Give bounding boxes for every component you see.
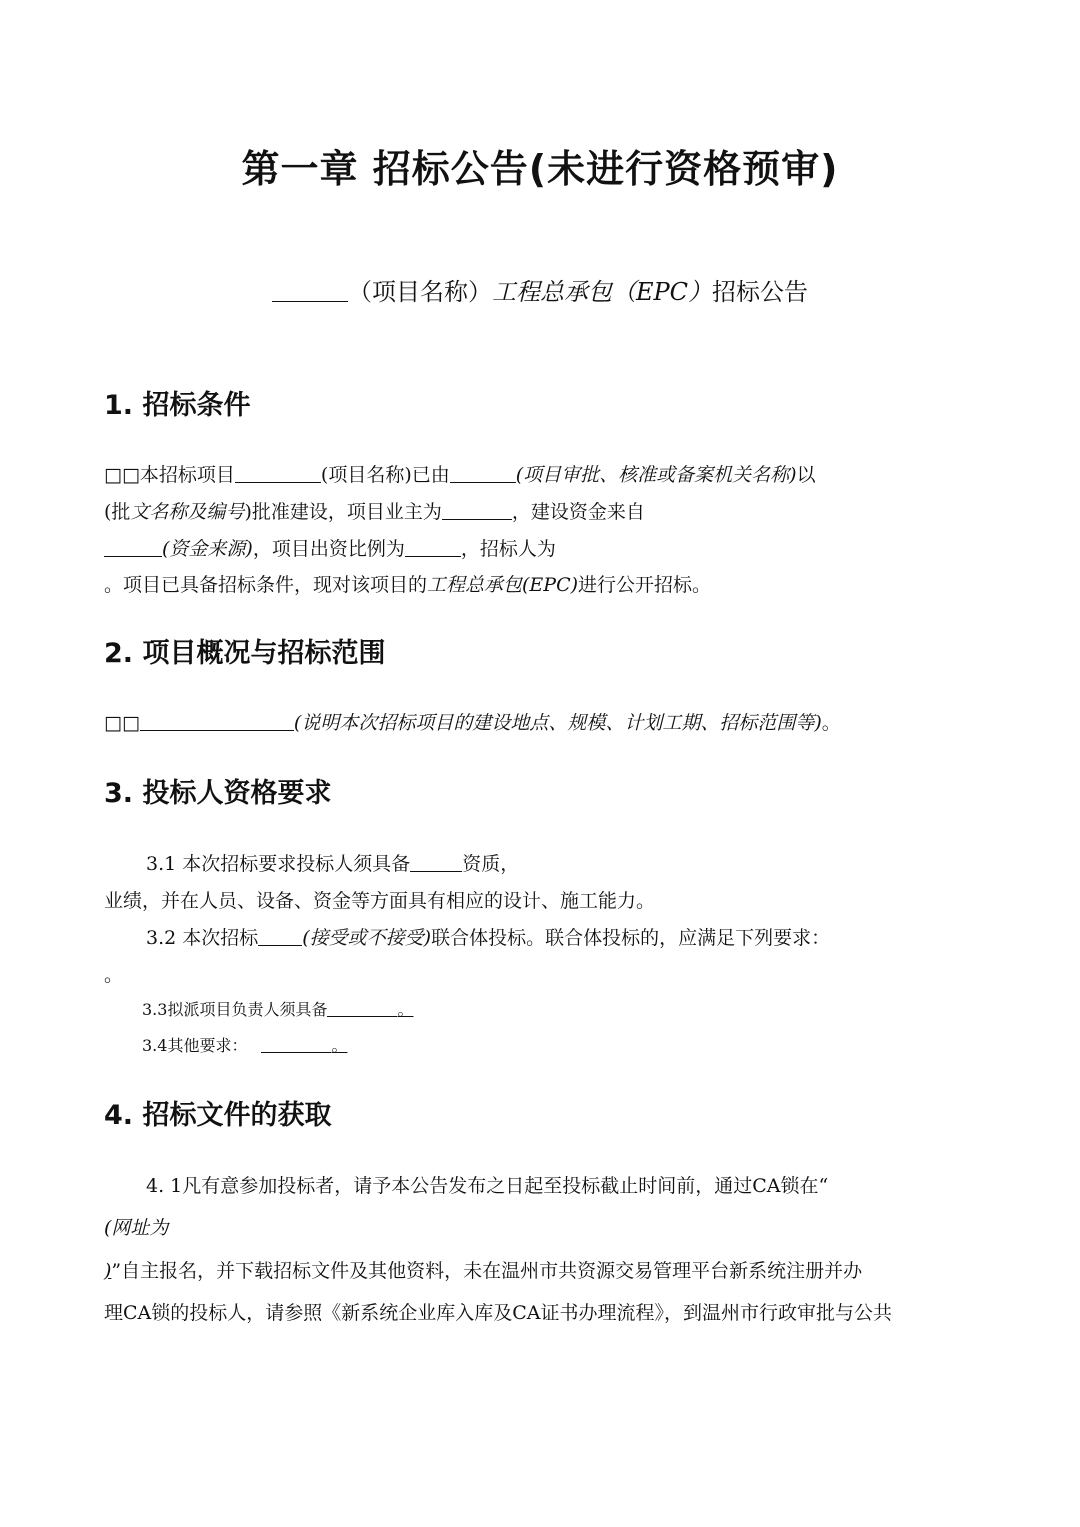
section-3-2-line-b: 。 <box>104 964 124 986</box>
section-3-heading: 3. 投标人资格要求 <box>104 778 332 809</box>
section-3-2-line: 3.2 本次招标 (接受或不接受)联合体投标。联合体投标的，应满足下列要求： <box>146 927 831 949</box>
blank-project-name <box>272 277 348 302</box>
section-4-1-line-b: (网址为 <box>104 1217 169 1239</box>
section-3-4-line: 3.4其他要求： 。 <box>142 1036 348 1055</box>
section-3-3-line: 3.3拟派项目负责人须具备 。 <box>142 1000 414 1019</box>
section-1-heading: 1. 招标条件 <box>104 390 251 421</box>
section-1-line-2: (批文名称及编号)批准建设，项目业主为 ，建设资金来自 <box>104 501 645 523</box>
section-4-heading: 4. 招标文件的获取 <box>104 1100 332 1131</box>
document-title: 第一章 招标公告(未进行资格预审) <box>241 147 839 191</box>
section-1-line-3: (资金来源)，项目出资比例为 ，招标人为 <box>104 534 556 561</box>
section-4-1-line: 4. 1凡有意参加投标者，请予本公告发布之日起至投标截止时间前，通过CA锁在“ <box>146 1175 829 1197</box>
section-1-line-1: □□本招标项目 (项目名称)已由 (项目审批、核准或备案机关名称)以 <box>104 464 816 486</box>
section-3-1-line-b: 业绩，并在人员、设备、资金等方面具有相应的设计、施工能力。 <box>104 890 656 912</box>
section-3-1-line: 3.1 本次招标要求投标人须具备 资质， <box>146 853 520 875</box>
section-4-1-line-c: )”自主报名，并下载招标文件及其他资料，未在温州市共资源交易管理平台新系统注册并办 <box>104 1260 863 1282</box>
section-1-line-4: 。项目已具备招标条件，现对该项目的工程总承包(EPC)进行公开招标。 <box>104 574 712 596</box>
section-2-line-1: □□ (说明本次招标项目的建设地点、规模、计划工期、招标范围等)。 <box>104 712 841 734</box>
section-4-1-line-d: 理CA锁的投标人，请参照《新系统企业库入库及CA证书办理流程》，到温州市行政审批与公共 <box>104 1302 893 1324</box>
section-2-heading: 2. 项目概况与招标范围 <box>104 638 386 669</box>
document-subtitle: （项目名称）工程总承包（EPC）招标公告 <box>0 272 1080 307</box>
